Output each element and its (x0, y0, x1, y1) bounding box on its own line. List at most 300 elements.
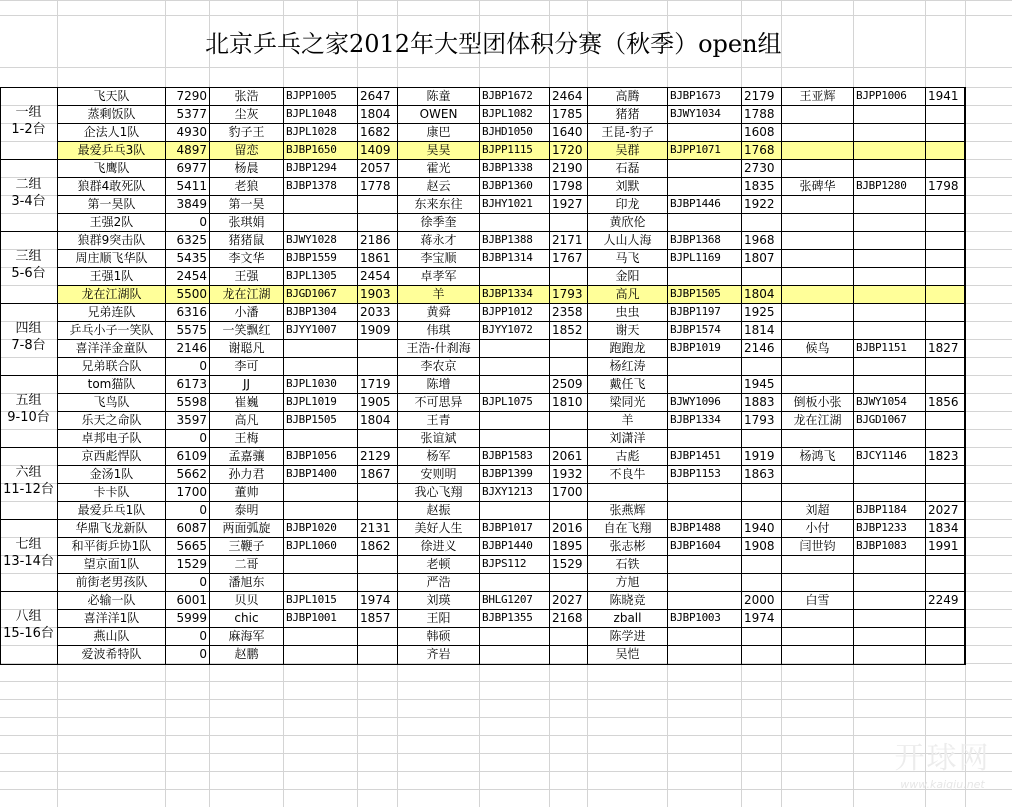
player3-score: 1608 (744, 125, 775, 139)
player2-score: 2171 (552, 233, 583, 247)
player3-id (668, 213, 741, 231)
player4-name (782, 321, 853, 339)
player4-id (854, 555, 925, 573)
player4-score: 1823 (928, 449, 959, 463)
team-name: 飞鸟队 (93, 395, 130, 409)
player3-id: BJBP1673 (670, 89, 721, 102)
player1-score: 2129 (360, 449, 391, 463)
player4-id (854, 303, 925, 321)
player2-name: 伟琪 (426, 323, 451, 337)
team-name: 卓邦电子队 (81, 431, 142, 445)
player3-score (742, 483, 781, 501)
player1-name: 一笑飘红 (222, 323, 271, 337)
player2-id (480, 645, 549, 663)
player4-score (926, 231, 965, 249)
player4-score: 1991 (928, 539, 959, 553)
player1-score: 2647 (360, 89, 391, 103)
player4-id: BJPP1006 (856, 89, 907, 102)
player1-score (358, 195, 397, 213)
player1-name: 张琪娟 (228, 215, 265, 229)
group-label (0, 104, 57, 138)
watermark-logo: 开球网 (894, 741, 991, 776)
player4-name (782, 555, 853, 573)
gridline-horizontal (0, 735, 1012, 736)
team-score: 5377 (176, 107, 207, 121)
player4-name: 倒板小张 (793, 395, 842, 409)
player1-score: 1682 (360, 125, 391, 139)
player1-score: 2033 (360, 305, 391, 319)
player4-score (926, 159, 965, 177)
player4-name (782, 141, 853, 159)
player4-name: 白雪 (805, 593, 830, 607)
player2-id: BJHD1050 (482, 125, 533, 138)
player3-score (742, 357, 781, 375)
team-score: 6109 (176, 449, 207, 463)
player1-name: 孙力君 (228, 467, 265, 481)
player2-score (550, 213, 587, 231)
player2-score: 1927 (552, 197, 583, 211)
player2-id (480, 213, 549, 231)
player4-name (782, 213, 853, 231)
player4-id (854, 483, 925, 501)
player3-id (668, 645, 741, 663)
team-name: 最爱乒乓1队 (77, 503, 146, 517)
player4-score (926, 267, 965, 285)
player2-name: 我心飞翔 (414, 485, 463, 499)
player1-name: 三鞭子 (228, 539, 265, 553)
team-score: 6977 (176, 161, 207, 175)
player3-name: 高凡 (615, 287, 640, 301)
player1-id: BJBP1294 (286, 161, 337, 174)
player1-score: 1909 (360, 323, 391, 337)
player4-score (926, 465, 965, 483)
gridline-horizontal (0, 67, 1012, 68)
player4-score (926, 285, 965, 303)
player3-name: 马飞 (615, 251, 640, 265)
team-score: 0 (199, 575, 207, 589)
team-name: 兄弟联合队 (81, 359, 142, 373)
player1-score (358, 645, 397, 663)
player3-id: BJBP1505 (670, 287, 721, 300)
player4-name: 小付 (805, 521, 830, 535)
player2-id: BJPL1075 (482, 395, 533, 408)
player4-score (926, 375, 965, 393)
player2-name: 王浩-什刹海 (406, 341, 471, 355)
player2-name: 赵云 (426, 179, 451, 193)
team-score: 5665 (176, 539, 207, 553)
player2-name: 老顿 (426, 557, 451, 571)
player3-score: 2000 (744, 593, 775, 607)
player1-id (284, 213, 357, 231)
team-name: 飞鹰队 (93, 161, 130, 175)
team-score: 0 (199, 215, 207, 229)
player1-score: 1804 (360, 107, 391, 121)
player1-name: 张浩 (234, 89, 259, 103)
player3-id (668, 555, 741, 573)
player3-id: BJBP1019 (670, 341, 721, 354)
player4-id (854, 609, 925, 627)
player4-id (854, 375, 925, 393)
group-label (0, 176, 57, 210)
player2-name: 王阳 (426, 611, 451, 625)
player1-score (358, 213, 397, 231)
player4-name: 刘超 (805, 503, 830, 517)
player2-name: OWEN (419, 107, 458, 121)
player2-id: BJHY1021 (482, 197, 533, 210)
player4-id (854, 141, 925, 159)
player2-score: 1529 (552, 557, 583, 571)
player2-score (550, 627, 587, 645)
player3-name: 自在飞翔 (603, 521, 652, 535)
player2-id (480, 339, 549, 357)
player2-name: 赵振 (426, 503, 451, 517)
team-score: 5411 (176, 179, 207, 193)
player3-name: 石磊 (615, 161, 640, 175)
player4-name (782, 357, 853, 375)
player2-score (550, 429, 587, 447)
player4-id (854, 267, 925, 285)
player1-id (284, 339, 357, 357)
team-name: 望京面1队 (83, 557, 140, 571)
group-name: 二组 (15, 177, 42, 192)
player3-id (668, 573, 741, 591)
player1-name: 豹子王 (228, 125, 265, 139)
player2-id: BJBP1672 (482, 89, 533, 102)
player1-score (358, 339, 397, 357)
group-name: 三组 (15, 249, 42, 264)
player3-score: 1940 (744, 521, 775, 535)
player3-name: 黄欣伦 (609, 215, 646, 229)
player1-name: JJ (242, 377, 251, 391)
table-column-line (965, 87, 966, 665)
player3-score: 1883 (744, 395, 775, 409)
player3-id (668, 357, 741, 375)
team-score: 5598 (176, 395, 207, 409)
player3-score: 2179 (744, 89, 775, 103)
player3-score (742, 555, 781, 573)
player4-id: BJBP1083 (856, 539, 907, 552)
player3-score: 1863 (744, 467, 775, 481)
player2-id: BJPP1012 (482, 305, 533, 318)
gridline-horizontal (0, 771, 1012, 772)
player3-name: 张燕辉 (609, 503, 646, 517)
player1-id: BJPP1005 (286, 89, 337, 102)
player3-score (742, 429, 781, 447)
team-score: 5662 (176, 467, 207, 481)
player3-name: 高腾 (615, 89, 640, 103)
player3-score (742, 627, 781, 645)
team-name: 必输一队 (87, 593, 136, 607)
player1-id: BJBP1056 (286, 449, 337, 462)
player4-score (926, 321, 965, 339)
player2-name: 黄舜 (426, 305, 451, 319)
player3-score: 1835 (744, 179, 775, 193)
player3-name: 人山人海 (603, 233, 652, 247)
player4-score (926, 429, 965, 447)
team-name: tom猫队 (87, 377, 136, 391)
player1-score: 1409 (360, 143, 391, 157)
player4-id (854, 429, 925, 447)
player1-name: 孟嘉骧 (228, 449, 265, 463)
team-score: 2146 (176, 341, 207, 355)
player2-score: 1640 (552, 125, 583, 139)
player4-score: 1941 (928, 89, 959, 103)
team-score: 4930 (176, 125, 207, 139)
player3-name: 刘默 (615, 179, 640, 193)
player2-name: 卓孝军 (420, 269, 457, 283)
player3-id: BJPL1169 (670, 251, 721, 264)
player2-id (480, 267, 549, 285)
player3-score: 1919 (744, 449, 775, 463)
team-score: 1529 (176, 557, 207, 571)
player2-name: 李农京 (420, 359, 457, 373)
player1-id: BJBP1020 (286, 521, 337, 534)
player3-score (742, 573, 781, 591)
player3-id (668, 429, 741, 447)
player1-id: BJBP1559 (286, 251, 337, 264)
player4-name (782, 609, 853, 627)
player1-score (358, 357, 397, 375)
player2-name: 张谊斌 (420, 431, 457, 445)
player3-id: BJBP1604 (670, 539, 721, 552)
player4-score (926, 627, 965, 645)
player3-id (668, 591, 741, 609)
player3-id: BJBP1334 (670, 413, 721, 426)
player4-score (926, 609, 965, 627)
player2-score: 1810 (552, 395, 583, 409)
player4-id (854, 195, 925, 213)
group-name: 八组 (15, 609, 42, 624)
player4-name: 闫世钧 (799, 539, 836, 553)
player1-id (284, 483, 357, 501)
player1-id (284, 195, 357, 213)
team-score: 7290 (176, 89, 207, 103)
player2-name: 安则明 (420, 467, 457, 481)
player2-id: BJBP1440 (482, 539, 533, 552)
player2-score: 1720 (552, 143, 583, 157)
gridline-horizontal (0, 15, 1012, 16)
player3-name: 陈学进 (609, 629, 646, 643)
player3-score: 1968 (744, 233, 775, 247)
player3-id (668, 123, 741, 141)
player4-id (854, 591, 925, 609)
player1-name: 赵鹏 (234, 647, 259, 661)
player1-name: 小潘 (234, 305, 259, 319)
team-name: 狼群4敢死队 (77, 179, 146, 193)
player2-name: 徐季奎 (420, 215, 457, 229)
player2-id: BHLG1207 (482, 593, 533, 606)
player4-id (854, 105, 925, 123)
player2-score (550, 645, 587, 663)
player1-id: BJPL1030 (286, 377, 337, 390)
team-score: 0 (199, 431, 207, 445)
player2-score: 2509 (552, 377, 583, 391)
player3-score: 1793 (744, 413, 775, 427)
player2-name: 美好人生 (414, 521, 463, 535)
team-name: 飞天队 (93, 89, 130, 103)
player1-name: 贝贝 (234, 593, 259, 607)
player1-name: 王强 (234, 269, 259, 283)
player3-id: BJWY1096 (670, 395, 721, 408)
player4-id (854, 159, 925, 177)
player1-id: BJBP1400 (286, 467, 337, 480)
player4-name (782, 483, 853, 501)
player1-name: 泰明 (234, 503, 259, 517)
player1-id: BJPL1015 (286, 593, 337, 606)
player2-score: 1700 (552, 485, 583, 499)
player2-id: BJYY1072 (482, 323, 533, 336)
team-name: 企法人1队 (83, 125, 140, 139)
team-score: 1700 (176, 485, 207, 499)
team-name: 前街老男孩队 (75, 575, 148, 589)
player2-id: BJPS112 (482, 557, 527, 570)
player1-id (284, 555, 357, 573)
player1-name: 二哥 (234, 557, 259, 571)
player4-score (926, 141, 965, 159)
player4-id (854, 249, 925, 267)
player2-score (550, 357, 587, 375)
player3-name (588, 483, 667, 501)
player3-name: zball (613, 611, 642, 625)
sheet-title: 北京乒乓之家2012年大型团体积分赛（秋季）open组 (205, 30, 782, 58)
player4-id (854, 321, 925, 339)
player2-name: 蒋永才 (420, 233, 457, 247)
player4-name: 龙在江湖 (793, 413, 842, 427)
player4-name (782, 123, 853, 141)
team-name: 京西彪悍队 (81, 449, 142, 463)
group-name: 六组 (15, 465, 42, 480)
player3-score (742, 501, 781, 519)
group-tables: 13-14台 (3, 554, 54, 569)
player3-name: 猪猪 (615, 107, 640, 121)
player3-score: 1925 (744, 305, 775, 319)
player1-score (358, 501, 397, 519)
player3-name: 刘潇洋 (609, 431, 646, 445)
group-tables: 7-8台 (11, 338, 46, 353)
player3-id (668, 627, 741, 645)
player4-score (926, 645, 965, 663)
group-label (0, 248, 57, 282)
player1-score: 1862 (360, 539, 391, 553)
player4-name (782, 249, 853, 267)
player1-id (284, 627, 357, 645)
player1-name: 崔巍 (234, 395, 259, 409)
player4-score (926, 411, 965, 429)
team-name: 喜洋洋1队 (83, 611, 140, 625)
player3-id: BJBP1451 (670, 449, 721, 462)
team-score: 0 (199, 503, 207, 517)
player2-score (550, 339, 587, 357)
player3-id: BJBP1153 (670, 467, 721, 480)
player2-name: 不可思异 (414, 395, 463, 409)
player2-id (480, 573, 549, 591)
player4-name (782, 195, 853, 213)
player4-score (926, 357, 965, 375)
group-label (0, 464, 57, 498)
group-tables: 11-12台 (3, 482, 54, 497)
player4-id (854, 231, 925, 249)
team-score: 5500 (176, 287, 207, 301)
player2-name: 严浩 (426, 575, 451, 589)
team-score: 6325 (176, 233, 207, 247)
player2-name: 康巴 (426, 125, 451, 139)
player2-score: 2016 (552, 521, 583, 535)
player4-score (926, 195, 965, 213)
player1-id (284, 429, 357, 447)
player4-id (854, 573, 925, 591)
player1-id: BJBP1001 (286, 611, 337, 624)
player2-name: 东来东往 (414, 197, 463, 211)
player3-name: 虫虫 (615, 305, 640, 319)
player1-score: 1974 (360, 593, 391, 607)
player1-id: BJGD1067 (286, 287, 337, 300)
player3-name: 杨红涛 (609, 359, 646, 373)
player4-name (782, 429, 853, 447)
player1-name: 两面弧旋 (222, 521, 271, 535)
player1-score (358, 627, 397, 645)
player3-score: 1908 (744, 539, 775, 553)
group-tables: 15-16台 (3, 626, 54, 641)
player4-name (782, 627, 853, 645)
player1-name: 尘灰 (234, 107, 259, 121)
player3-name: 张志彬 (609, 539, 646, 553)
player4-score: 2027 (928, 503, 959, 517)
group-tables: 3-4台 (11, 194, 46, 209)
player4-score (926, 483, 965, 501)
player2-score: 2027 (552, 593, 583, 607)
player1-name: 猪猪鼠 (228, 233, 265, 247)
team-score: 6087 (176, 521, 207, 535)
team-name: 华鼎飞龙新队 (75, 521, 148, 535)
player1-name: 第一昊 (228, 197, 265, 211)
player3-name: 古彪 (615, 449, 640, 463)
team-name: 最爱乒乓3队 (77, 143, 146, 157)
gridline-horizontal (0, 699, 1012, 700)
player4-score (926, 249, 965, 267)
player3-id: BJBP1003 (670, 611, 721, 624)
team-score: 5435 (176, 251, 207, 265)
player2-id (480, 429, 549, 447)
player3-name: 方旭 (615, 575, 640, 589)
player3-score: 1814 (744, 323, 775, 337)
player2-score (550, 501, 587, 519)
player3-score: 1768 (744, 143, 775, 157)
player3-name: 梁同光 (609, 395, 646, 409)
player3-id (668, 501, 741, 519)
group-label (0, 392, 57, 426)
team-name: 卡卡队 (93, 485, 130, 499)
team-score: 3597 (176, 413, 207, 427)
team-score: 0 (199, 647, 207, 661)
player1-score: 1861 (360, 251, 391, 265)
player1-id: BJBP1505 (286, 413, 337, 426)
player3-id: BJBP1488 (670, 521, 721, 534)
player4-id (854, 465, 925, 483)
player4-name (782, 285, 853, 303)
player1-name: 杨晨 (234, 161, 259, 175)
player1-id (284, 645, 357, 663)
player3-name: 谢天 (615, 323, 640, 337)
team-score: 5575 (176, 323, 207, 337)
player1-id: BJPL1028 (286, 125, 337, 138)
player1-id (284, 573, 357, 591)
player4-name (782, 159, 853, 177)
player1-score: 2186 (360, 233, 391, 247)
player4-id (854, 285, 925, 303)
player3-id: BJBP1446 (670, 197, 721, 210)
team-score: 2454 (176, 269, 207, 283)
player4-name (782, 267, 853, 285)
